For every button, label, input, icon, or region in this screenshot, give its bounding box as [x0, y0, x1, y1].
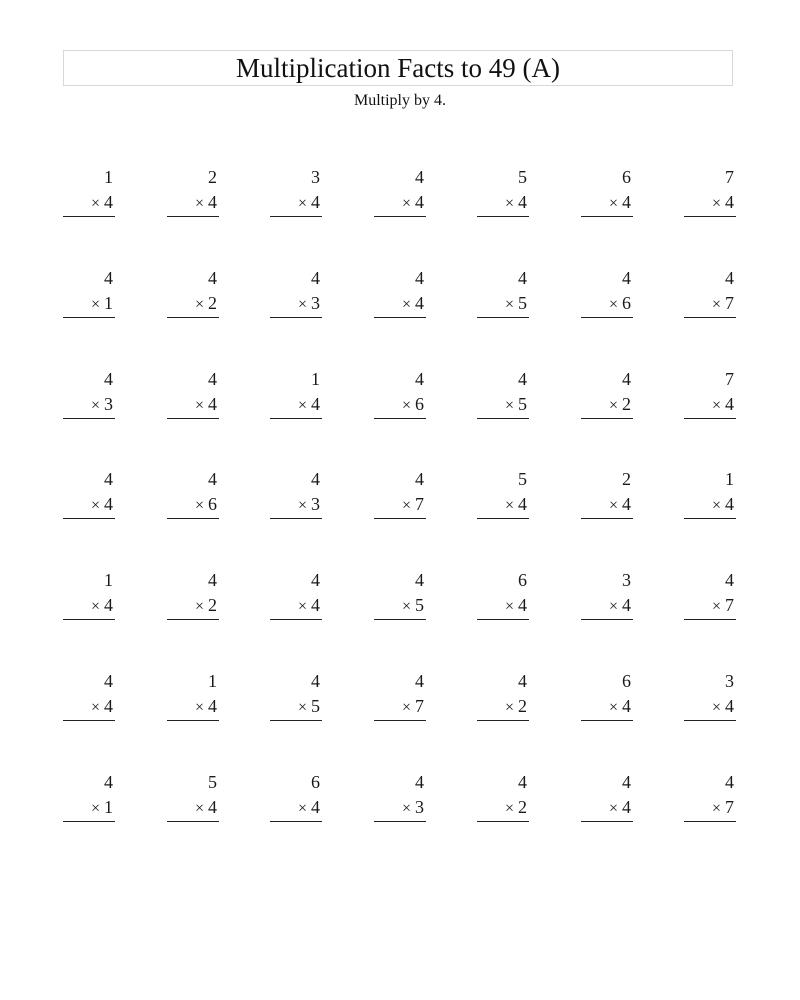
problem-top-number: 4 — [415, 671, 424, 691]
problem-bottom-number: 7 — [415, 696, 424, 716]
problem-top-number: 4 — [518, 369, 527, 389]
answer-line — [63, 720, 115, 721]
problem-top-number: 4 — [622, 772, 631, 792]
multiply-sign: × — [504, 800, 514, 817]
problem-bottom-row — [195, 393, 217, 417]
problem-bottom-row — [505, 493, 527, 517]
answer-line — [581, 518, 633, 519]
answer-line — [270, 720, 322, 721]
problem-bottom-row — [505, 393, 527, 417]
problem-item — [270, 468, 322, 528]
answer-line — [684, 216, 736, 217]
answer-line — [63, 619, 115, 620]
problem-item — [270, 569, 322, 629]
problem-top-number: 1 — [104, 167, 113, 187]
problem-bottom-row — [195, 191, 217, 215]
problem-bottom-number: 7 — [725, 293, 734, 313]
problem-item — [581, 670, 633, 730]
answer-line — [63, 317, 115, 318]
answer-line — [167, 216, 219, 217]
problem-item — [167, 771, 219, 831]
multiply-sign: × — [504, 699, 514, 716]
answer-line — [684, 418, 736, 419]
answer-line — [581, 821, 633, 822]
answer-line — [477, 720, 529, 721]
multiply-sign: × — [297, 800, 307, 817]
problem-bottom-row — [712, 594, 734, 618]
problem-bottom-number: 6 — [622, 293, 631, 313]
problem-bottom-row — [609, 191, 631, 215]
problem-top-number: 4 — [208, 369, 217, 389]
problem-item — [684, 468, 736, 528]
problem-bottom-number: 1 — [104, 797, 113, 817]
problem-item — [63, 468, 115, 528]
page-subtitle: Multiply by 4. — [353, 92, 446, 109]
problem-top-number: 3 — [622, 570, 631, 590]
answer-line — [581, 317, 633, 318]
problem-bottom-row — [298, 594, 320, 618]
answer-line — [581, 216, 633, 217]
problem-bottom-number: 4 — [622, 595, 631, 615]
multiply-sign: × — [401, 195, 411, 212]
multiply-sign: × — [297, 397, 307, 414]
problem-bottom-number: 4 — [725, 394, 734, 414]
problem-bottom-row — [298, 191, 320, 215]
multiply-sign: × — [401, 296, 411, 313]
problem-top-number: 5 — [208, 772, 217, 792]
problem-item — [270, 670, 322, 730]
problem-top-number: 6 — [518, 570, 527, 590]
problem-bottom-number: 4 — [622, 494, 631, 514]
problem-top-number: 4 — [208, 469, 217, 489]
problem-top-number: 4 — [622, 369, 631, 389]
problem-bottom-row — [298, 292, 320, 316]
problem-item — [63, 166, 115, 226]
problem-item — [581, 267, 633, 327]
problem-item — [684, 569, 736, 629]
multiply-sign: × — [608, 397, 618, 414]
problem-item — [63, 368, 115, 428]
problem-bottom-number: 2 — [622, 394, 631, 414]
multiply-sign: × — [194, 296, 204, 313]
problem-bottom-row — [609, 594, 631, 618]
problem-item — [581, 569, 633, 629]
problem-top-number: 4 — [208, 570, 217, 590]
problem-bottom-row — [712, 292, 734, 316]
problem-top-number: 7 — [725, 167, 734, 187]
problem-top-number: 5 — [518, 167, 527, 187]
problem-item — [477, 569, 529, 629]
answer-line — [167, 821, 219, 822]
multiply-sign: × — [90, 397, 100, 414]
problem-bottom-number: 5 — [415, 595, 424, 615]
multiply-sign: × — [608, 195, 618, 212]
problem-bottom-row — [298, 393, 320, 417]
problem-top-number: 4 — [311, 570, 320, 590]
problem-bottom-row — [505, 191, 527, 215]
problem-bottom-row — [505, 292, 527, 316]
answer-line — [477, 216, 529, 217]
problem-item — [477, 166, 529, 226]
problem-item — [63, 771, 115, 831]
problem-bottom-row — [505, 796, 527, 820]
problem-item — [63, 267, 115, 327]
problem-bottom-number: 4 — [725, 192, 734, 212]
multiply-sign: × — [90, 497, 100, 514]
problem-item — [63, 670, 115, 730]
problem-top-number: 4 — [311, 671, 320, 691]
multiply-sign: × — [90, 195, 100, 212]
problem-bottom-row — [505, 695, 527, 719]
problem-bottom-number: 4 — [725, 696, 734, 716]
problem-bottom-row — [402, 191, 424, 215]
problem-bottom-number: 2 — [518, 797, 527, 817]
multiply-sign: × — [401, 699, 411, 716]
answer-line — [270, 518, 322, 519]
multiply-sign: × — [504, 397, 514, 414]
answer-line — [374, 317, 426, 318]
problem-bottom-row — [298, 493, 320, 517]
title-box — [63, 50, 733, 86]
problem-top-number: 4 — [104, 268, 113, 288]
problem-top-number: 4 — [104, 671, 113, 691]
problem-top-number: 4 — [415, 268, 424, 288]
problem-top-number: 4 — [725, 772, 734, 792]
problem-top-number: 4 — [208, 268, 217, 288]
problem-bottom-number: 2 — [208, 595, 217, 615]
multiply-sign: × — [711, 397, 721, 414]
answer-line — [374, 821, 426, 822]
problem-top-number: 4 — [518, 671, 527, 691]
answer-line — [63, 418, 115, 419]
problem-bottom-number: 1 — [104, 293, 113, 313]
problem-bottom-row — [609, 695, 631, 719]
problem-top-number: 4 — [518, 772, 527, 792]
answer-line — [63, 216, 115, 217]
problem-item — [374, 166, 426, 226]
multiply-sign: × — [401, 598, 411, 615]
problem-top-number: 3 — [725, 671, 734, 691]
problem-bottom-row — [195, 292, 217, 316]
multiply-sign: × — [504, 296, 514, 313]
problem-bottom-number: 4 — [415, 192, 424, 212]
answer-line — [374, 518, 426, 519]
answer-line — [270, 418, 322, 419]
problem-top-number: 2 — [208, 167, 217, 187]
problem-bottom-row — [298, 796, 320, 820]
problem-bottom-row — [402, 695, 424, 719]
multiply-sign: × — [90, 598, 100, 615]
problem-bottom-number: 3 — [104, 394, 113, 414]
answer-line — [581, 720, 633, 721]
problem-bottom-number: 4 — [311, 595, 320, 615]
multiply-sign: × — [711, 296, 721, 313]
problem-top-number: 4 — [104, 772, 113, 792]
problem-top-number: 1 — [208, 671, 217, 691]
multiply-sign: × — [401, 800, 411, 817]
problem-item — [167, 368, 219, 428]
problem-top-number: 4 — [104, 369, 113, 389]
answer-line — [270, 619, 322, 620]
problem-bottom-row — [712, 796, 734, 820]
answer-line — [167, 317, 219, 318]
answer-line — [270, 216, 322, 217]
problem-top-number: 1 — [725, 469, 734, 489]
problem-bottom-number: 4 — [518, 192, 527, 212]
problem-item — [477, 368, 529, 428]
multiply-sign: × — [401, 497, 411, 514]
problem-bottom-row — [609, 393, 631, 417]
multiply-sign: × — [194, 397, 204, 414]
problem-top-number: 1 — [311, 369, 320, 389]
multiply-sign: × — [297, 598, 307, 615]
problem-item — [167, 670, 219, 730]
multiply-sign: × — [608, 800, 618, 817]
problem-bottom-row — [402, 796, 424, 820]
problem-bottom-number: 5 — [518, 394, 527, 414]
multiply-sign: × — [297, 296, 307, 313]
multiply-sign: × — [711, 195, 721, 212]
problem-item — [270, 166, 322, 226]
problem-bottom-number: 4 — [415, 293, 424, 313]
problem-bottom-row — [609, 796, 631, 820]
problem-item — [684, 771, 736, 831]
answer-line — [63, 821, 115, 822]
problem-bottom-row — [195, 796, 217, 820]
problem-bottom-number: 4 — [104, 494, 113, 514]
problem-bottom-number: 4 — [518, 595, 527, 615]
problem-top-number: 4 — [622, 268, 631, 288]
multiply-sign: × — [504, 598, 514, 615]
problem-bottom-row — [712, 493, 734, 517]
answer-line — [684, 821, 736, 822]
problem-item — [477, 267, 529, 327]
problem-item — [374, 468, 426, 528]
answer-line — [477, 619, 529, 620]
problem-bottom-number: 5 — [311, 696, 320, 716]
multiply-sign: × — [194, 800, 204, 817]
problem-item — [477, 670, 529, 730]
multiply-sign: × — [711, 598, 721, 615]
problem-bottom-number: 3 — [311, 494, 320, 514]
problem-top-number: 4 — [415, 772, 424, 792]
multiply-sign: × — [194, 195, 204, 212]
problem-bottom-number: 6 — [415, 394, 424, 414]
problem-item — [684, 368, 736, 428]
problem-bottom-number: 4 — [208, 192, 217, 212]
problem-top-number: 2 — [622, 469, 631, 489]
multiply-sign: × — [608, 699, 618, 716]
problem-bottom-number: 4 — [622, 797, 631, 817]
problem-bottom-row — [402, 292, 424, 316]
problem-item — [374, 670, 426, 730]
problem-bottom-row — [712, 191, 734, 215]
multiply-sign: × — [194, 598, 204, 615]
problem-bottom-number: 7 — [725, 797, 734, 817]
answer-line — [581, 418, 633, 419]
multiply-sign: × — [608, 497, 618, 514]
problem-top-number: 4 — [415, 469, 424, 489]
problem-item — [270, 267, 322, 327]
answer-line — [270, 821, 322, 822]
answer-line — [684, 720, 736, 721]
answer-line — [374, 216, 426, 217]
problem-bottom-number: 7 — [725, 595, 734, 615]
page-title: Multiplication Facts to 49 (A) — [236, 52, 560, 83]
answer-line — [684, 518, 736, 519]
problem-top-number: 5 — [518, 469, 527, 489]
problem-item — [374, 771, 426, 831]
problem-top-number: 4 — [725, 268, 734, 288]
answer-line — [477, 317, 529, 318]
problem-top-number: 4 — [311, 469, 320, 489]
problem-bottom-number: 4 — [622, 696, 631, 716]
problem-bottom-number: 6 — [208, 494, 217, 514]
answer-line — [477, 418, 529, 419]
multiply-sign: × — [297, 195, 307, 212]
problem-bottom-row — [195, 594, 217, 618]
answer-line — [374, 418, 426, 419]
problem-bottom-row — [91, 695, 113, 719]
problem-bottom-row — [91, 796, 113, 820]
problem-bottom-number: 4 — [725, 494, 734, 514]
problem-top-number: 4 — [415, 570, 424, 590]
problem-top-number: 4 — [311, 268, 320, 288]
answer-line — [581, 619, 633, 620]
problem-bottom-number: 4 — [622, 192, 631, 212]
problem-bottom-number: 4 — [104, 192, 113, 212]
problem-bottom-number: 4 — [208, 394, 217, 414]
problem-bottom-row — [712, 695, 734, 719]
problem-bottom-row — [609, 493, 631, 517]
problem-bottom-row — [609, 292, 631, 316]
multiply-sign: × — [711, 497, 721, 514]
answer-line — [477, 821, 529, 822]
problem-bottom-number: 4 — [311, 192, 320, 212]
problem-bottom-row — [402, 493, 424, 517]
problem-bottom-row — [195, 695, 217, 719]
problem-item — [684, 267, 736, 327]
problem-bottom-row — [505, 594, 527, 618]
problem-bottom-number: 4 — [518, 494, 527, 514]
problem-item — [270, 368, 322, 428]
problem-bottom-number: 3 — [415, 797, 424, 817]
multiply-sign: × — [90, 699, 100, 716]
answer-line — [270, 317, 322, 318]
problem-bottom-number: 2 — [208, 293, 217, 313]
problem-top-number: 6 — [622, 671, 631, 691]
problem-bottom-number: 2 — [518, 696, 527, 716]
answer-line — [684, 619, 736, 620]
problem-item — [581, 771, 633, 831]
problem-bottom-number: 4 — [104, 696, 113, 716]
problem-item — [374, 368, 426, 428]
problem-item — [581, 368, 633, 428]
multiply-sign: × — [504, 497, 514, 514]
problem-item — [477, 771, 529, 831]
multiply-sign: × — [90, 800, 100, 817]
multiply-sign: × — [194, 497, 204, 514]
problem-item — [167, 267, 219, 327]
multiply-sign: × — [297, 497, 307, 514]
multiply-sign: × — [401, 397, 411, 414]
multiply-sign: × — [90, 296, 100, 313]
answer-line — [477, 518, 529, 519]
problem-bottom-number: 4 — [104, 595, 113, 615]
problem-top-number: 4 — [725, 570, 734, 590]
problem-top-number: 3 — [311, 167, 320, 187]
problem-item — [684, 166, 736, 226]
problem-bottom-row — [712, 393, 734, 417]
problem-top-number: 4 — [104, 469, 113, 489]
problem-bottom-number: 3 — [311, 293, 320, 313]
multiply-sign: × — [297, 699, 307, 716]
problem-bottom-number: 4 — [208, 797, 217, 817]
problem-item — [374, 267, 426, 327]
problem-bottom-row — [298, 695, 320, 719]
problem-bottom-row — [402, 594, 424, 618]
problem-bottom-row — [91, 393, 113, 417]
problem-bottom-row — [91, 594, 113, 618]
multiply-sign: × — [711, 699, 721, 716]
problem-item — [63, 569, 115, 629]
problem-item — [684, 670, 736, 730]
multiply-sign: × — [504, 195, 514, 212]
problem-bottom-row — [91, 191, 113, 215]
problem-bottom-number: 4 — [311, 797, 320, 817]
answer-line — [374, 619, 426, 620]
problem-bottom-row — [195, 493, 217, 517]
multiply-sign: × — [194, 699, 204, 716]
answer-line — [684, 317, 736, 318]
problem-bottom-number: 5 — [518, 293, 527, 313]
problem-item — [167, 569, 219, 629]
problem-bottom-row — [402, 393, 424, 417]
problem-top-number: 6 — [622, 167, 631, 187]
problem-top-number: 4 — [518, 268, 527, 288]
problem-item — [581, 166, 633, 226]
problem-bottom-number: 4 — [311, 394, 320, 414]
problem-item — [167, 468, 219, 528]
answer-line — [167, 418, 219, 419]
multiply-sign: × — [608, 598, 618, 615]
multiply-sign: × — [711, 800, 721, 817]
problem-item — [477, 468, 529, 528]
problem-top-number: 4 — [415, 167, 424, 187]
problem-top-number: 1 — [104, 570, 113, 590]
problem-top-number: 7 — [725, 369, 734, 389]
problem-top-number: 6 — [311, 772, 320, 792]
problem-item — [270, 771, 322, 831]
problem-bottom-number: 4 — [208, 696, 217, 716]
multiply-sign: × — [608, 296, 618, 313]
answer-line — [374, 720, 426, 721]
problem-item — [374, 569, 426, 629]
problem-bottom-number: 7 — [415, 494, 424, 514]
answer-line — [167, 720, 219, 721]
problem-bottom-row — [91, 493, 113, 517]
problem-top-number: 4 — [415, 369, 424, 389]
problem-item — [581, 468, 633, 528]
problem-item — [167, 166, 219, 226]
answer-line — [63, 518, 115, 519]
answer-line — [167, 619, 219, 620]
answer-line — [167, 518, 219, 519]
problem-bottom-row — [91, 292, 113, 316]
